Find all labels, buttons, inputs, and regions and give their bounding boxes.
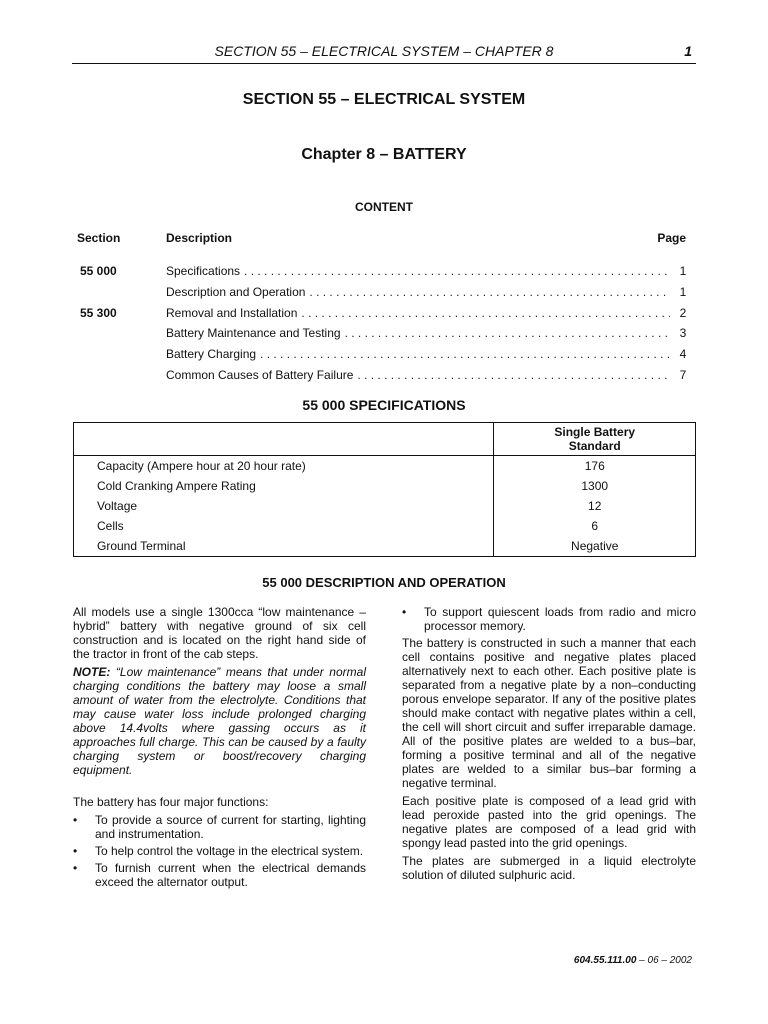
list-item-text: To support quiescent loads from radio and micro processor memory. [424, 605, 696, 633]
contents-page-header: Page [657, 231, 686, 245]
spec-label: Cold Cranking Ampere Rating [74, 476, 494, 496]
contents-row-page: 2 [679, 306, 687, 320]
spec-value: 1300 [581, 479, 609, 493]
contents-row[interactable] [0, 285, 768, 301]
dot-leader [301, 306, 670, 320]
chapter-title: Chapter 8 – BATTERY [301, 146, 467, 163]
spec-label: Capacity (Ampere hour at 20 hour rate) [74, 456, 494, 477]
header-rule [72, 63, 696, 64]
list-item [73, 844, 366, 858]
contents-row-page: 1 [679, 285, 687, 299]
specifications-label-header [74, 423, 494, 456]
spec-value: Negative [571, 539, 619, 553]
description-heading: 55 000 DESCRIPTION AND OPERATION [262, 575, 506, 590]
note-text: “Low maintenance” means that under normal charging conditions the battery may loose a small amount of water from the electrolyte. Conditions that may cause water loss include prolonged charging above 14.4volts where gassing occurs as it approaches full charge. This can be caused by a faulty charging system or boost/recovery charging equipment. [73, 665, 366, 777]
contents-row-description: Description and Operation [166, 285, 306, 299]
construction-paragraph: The battery is constructed in such a manner that each cell contains positive and negative plates placed alternatively next to each other. Each positive plate is separated from a negative plate by a non–conducting porous envelope separator. If any of the positive plates should make contact with negative plates within a cell, the cell will short circuit and suffer irreparable damage. All of the positive plates are welded to a bus–bar, forming a positive terminal and all of the negative plates are welded to a similar bus–bar forming a negative terminal. [402, 636, 696, 790]
functions-intro: The battery has four major functions: [73, 795, 269, 809]
dot-leader [309, 285, 670, 299]
contents-row-description: Common Causes of Battery Failure [166, 368, 354, 382]
contents-section-header: Section [77, 231, 121, 245]
contents-row-page: 7 [679, 368, 687, 382]
table-row [74, 496, 696, 516]
functions-list [73, 813, 366, 889]
contents-row-description: Specifications [166, 264, 241, 278]
contents-row-page: 4 [679, 347, 687, 361]
specifications-table-header-row [74, 423, 696, 456]
contents-row[interactable] [0, 326, 768, 342]
bullet-icon: • [73, 813, 78, 827]
spec-label: Voltage [74, 496, 494, 516]
footer [574, 955, 692, 966]
document-date: – 06 – 2002 [636, 955, 692, 966]
contents-row[interactable] [0, 264, 768, 280]
contents-row-page: 1 [679, 264, 687, 278]
table-row [74, 536, 696, 557]
single-battery-standard-header [494, 423, 696, 456]
header-line-1: Single Battery [554, 425, 636, 439]
dot-leader [357, 368, 670, 382]
table-row [74, 516, 696, 536]
bullet-icon: • [73, 861, 78, 875]
note-paragraph [73, 665, 366, 777]
bullet-icon: • [73, 844, 78, 858]
contents-row-section: 55 300 [80, 306, 117, 320]
header-line-2: Standard [568, 439, 621, 453]
list-item-text: To provide a source of current for starting, lighting and instrumentation. [95, 813, 366, 841]
table-row [74, 476, 696, 496]
list-item-text: To help control the voltage in the electrical system. [95, 844, 364, 858]
functions-list-continued [402, 605, 696, 633]
electrolyte-paragraph: The plates are submerged in a liquid electrolyte solution of diluted sulphuric acid. [402, 854, 696, 882]
contents-row-section: 55 000 [80, 264, 117, 278]
contents-row[interactable] [0, 347, 768, 363]
spec-value: 12 [588, 499, 602, 513]
document-code: 604.55.111.00 [573, 955, 637, 966]
running-header: SECTION 55 – ELECTRICAL SYSTEM – CHAPTER 8 [214, 43, 554, 59]
specifications-table [73, 422, 696, 557]
bullet-icon: • [402, 605, 407, 619]
specifications-heading: 55 000 SPECIFICATIONS [302, 397, 466, 413]
table-row [74, 456, 696, 477]
page-number: 1 [684, 43, 692, 59]
plate-composition-paragraph: Each positive plate is composed of a lead grid with lead peroxide pasted into the grid openings. The negative plates are composed of a lead grid with spongy lead pasted into the grid openings. [402, 794, 696, 850]
contents-row[interactable] [0, 368, 768, 384]
dot-leader [244, 264, 670, 278]
spec-value: 6 [591, 519, 599, 533]
dot-leader [345, 326, 670, 340]
contents-row-description: Removal and Installation [166, 306, 298, 320]
list-item [73, 861, 366, 889]
contents-heading: CONTENT [355, 200, 413, 214]
contents-row-description: Battery Maintenance and Testing [166, 326, 341, 340]
section-title: SECTION 55 – ELECTRICAL SYSTEM [242, 91, 526, 108]
list-item [402, 605, 696, 633]
intro-paragraph: All models use a single 1300cca “low maintenance – hybrid” battery with negative ground of six cell construction and is located on the right hand side of the tractor in front of the cab steps. [73, 605, 366, 661]
note-label: NOTE: [73, 665, 111, 679]
right-column [402, 605, 696, 886]
contents-row-page: 3 [679, 326, 687, 340]
spec-value: 176 [584, 459, 605, 473]
list-item-text: To furnish current when the electrical demands exceed the alternator output. [95, 861, 366, 889]
contents-description-header: Description [166, 231, 233, 245]
spec-label: Cells [74, 516, 494, 536]
spec-label: Ground Terminal [74, 536, 494, 557]
left-column [73, 605, 366, 892]
contents-row[interactable] [0, 306, 768, 322]
list-item [73, 813, 366, 841]
contents-row-description: Battery Charging [166, 347, 257, 361]
dot-leader [260, 347, 670, 361]
